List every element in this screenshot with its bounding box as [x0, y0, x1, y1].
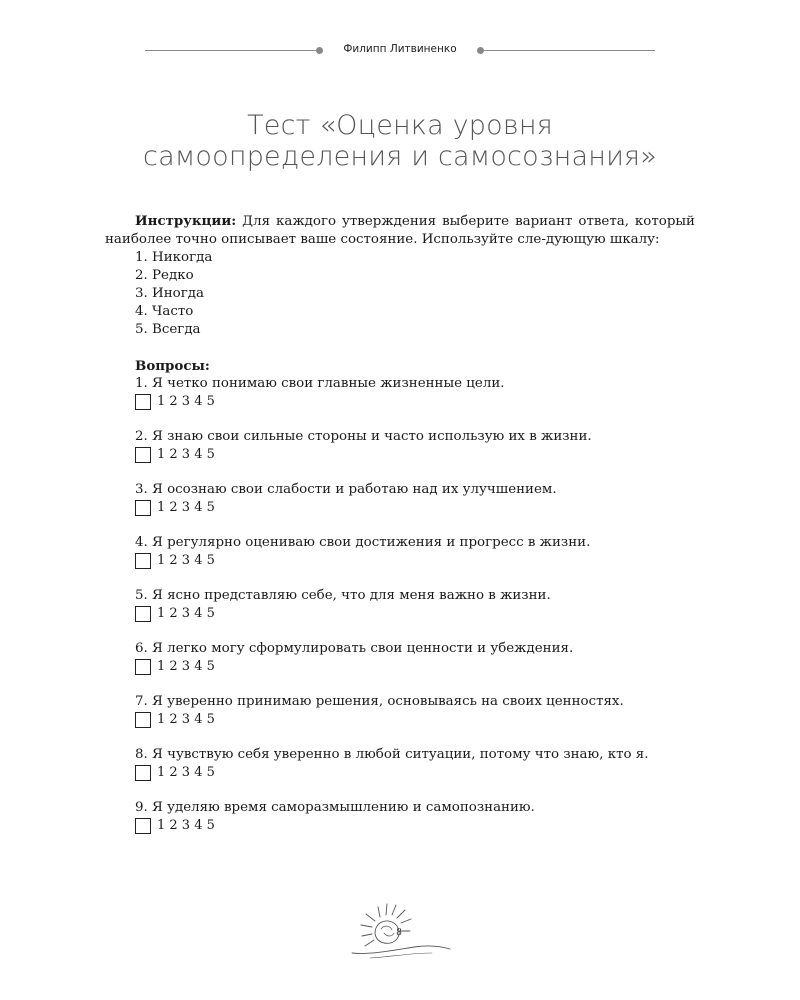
question-7 [135, 693, 695, 729]
question-text: 7. Я уверенно принимаю решения, основываясь на своих ценностях. [135, 694, 624, 709]
question-6 [135, 640, 695, 676]
answer-row [135, 552, 695, 570]
answer-checkbox[interactable] [135, 394, 151, 410]
header-dot-left [316, 47, 323, 54]
question-text: 9. Я уделяю время саморазмышлению и самопознанию. [135, 800, 535, 815]
answer-row [135, 658, 695, 676]
answer-row [135, 499, 695, 517]
title-line-1: Тест «Оценка уровня [247, 110, 553, 141]
answer-checkbox[interactable] [135, 500, 151, 516]
instructions-label: Инструкции: [135, 213, 237, 229]
answer-checkbox[interactable] [135, 606, 151, 622]
answer-checkbox[interactable] [135, 818, 151, 834]
instructions-text: Для каждого утверждения выберите вариант ответа, который наиболее точно описывает ваше состояние. Используйте сле-дующую шкалу: [105, 214, 695, 247]
answer-row [135, 393, 695, 411]
answer-options: 1 2 3 4 5 [157, 606, 215, 621]
question-4 [135, 534, 695, 570]
answer-checkbox[interactable] [135, 712, 151, 728]
questions-heading: Вопросы: [135, 358, 210, 374]
answer-checkbox[interactable] [135, 553, 151, 569]
answer-row [135, 605, 695, 623]
answer-row [135, 764, 695, 782]
scale-item: 4. Часто [135, 304, 194, 319]
page-number: 8 [396, 928, 402, 938]
scale-item: 3. Иногда [135, 286, 204, 301]
header-author: Филипп Литвиненко [343, 43, 457, 55]
question-text: 4. Я регулярно оцениваю свои достижения и прогресс в жизни. [135, 535, 591, 550]
question-text: 1. Я четко понимаю свои главные жизненные цели. [135, 376, 505, 391]
answer-row [135, 446, 695, 464]
answer-options: 1 2 3 4 5 [157, 712, 215, 727]
answer-checkbox[interactable] [135, 447, 151, 463]
scale-item: 5. Всегда [135, 322, 201, 337]
question-2 [135, 428, 695, 464]
answer-row [135, 817, 695, 835]
answer-options: 1 2 3 4 5 [157, 394, 215, 409]
instructions-paragraph [105, 212, 695, 249]
question-text: 6. Я легко могу сформулировать свои ценности и убеждения. [135, 641, 574, 656]
answer-options: 1 2 3 4 5 [157, 818, 215, 833]
scale-item: 1. Никогда [135, 250, 213, 265]
answer-checkbox[interactable] [135, 765, 151, 781]
answer-options: 1 2 3 4 5 [157, 447, 215, 462]
test-content [105, 212, 695, 835]
answer-scale-list [105, 249, 695, 339]
answer-options: 1 2 3 4 5 [157, 500, 215, 515]
header-rule-right [483, 50, 655, 51]
page-title [60, 110, 740, 172]
question-text: 3. Я осознаю свои слабости и работаю над их улучшением. [135, 482, 557, 497]
question-text: 2. Я знаю свои сильные стороны и часто использую их в жизни. [135, 429, 592, 444]
answer-options: 1 2 3 4 5 [157, 553, 215, 568]
answer-options: 1 2 3 4 5 [157, 659, 215, 674]
answer-row [135, 711, 695, 729]
title-line-2: самоопределения и самосознания» [143, 141, 657, 172]
question-text: 8. Я чувствую себя уверенно в любой ситуации, потому что знаю, кто я. [135, 747, 649, 762]
answer-options: 1 2 3 4 5 [157, 765, 215, 780]
question-1 [135, 375, 695, 411]
header-rule-left [145, 50, 317, 51]
scale-item: 2. Редко [135, 268, 194, 283]
answer-checkbox[interactable] [135, 659, 151, 675]
question-9 [135, 799, 695, 835]
question-5 [135, 587, 695, 623]
question-3 [135, 481, 695, 517]
question-text: 5. Я ясно представляю себе, что для меня важно в жизни. [135, 588, 551, 603]
running-header [145, 41, 655, 61]
question-8 [135, 746, 695, 782]
